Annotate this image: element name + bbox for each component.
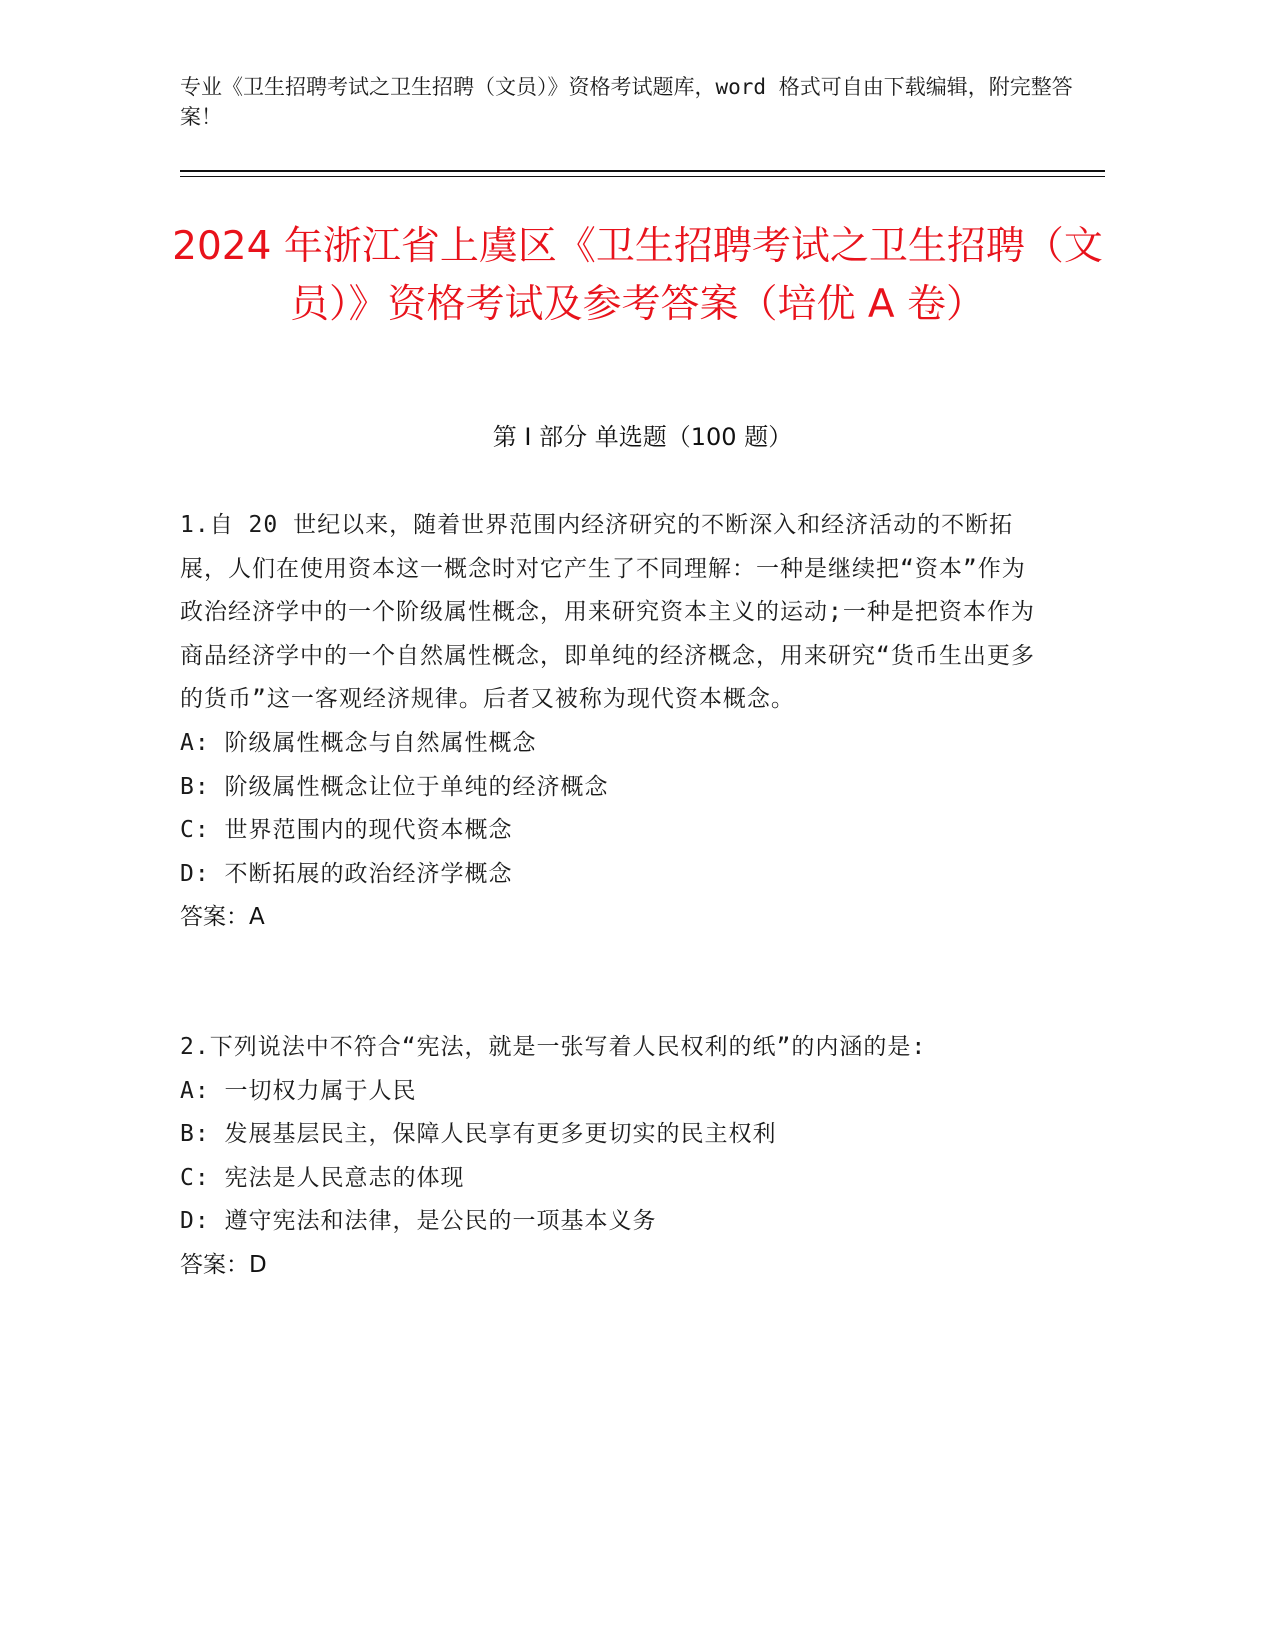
document-title: 2024 年浙江省上虞区《卫生招聘考试之卫生招聘（文员）》资格考试及参考答案（培优 A 卷） — [172, 224, 1103, 327]
header-divider — [180, 170, 1105, 172]
header-note: 专业《卫生招聘考试之卫生招聘（文员）》资格考试题库，word 格式可自由下载编辑，附完整答案！ — [180, 75, 1073, 129]
option-b: B: 阶级属性概念让位于单纯的经济概念 — [180, 773, 609, 800]
option-a: A: 一切权力属于人民 — [180, 1077, 417, 1104]
option-c: C: 宪法是人民意志的体现 — [180, 1164, 465, 1191]
question-text: 1.自 20 世纪以来，随着世界范围内经济研究的不断深入和经济活动的不断拓展，人们在使用资本这一概念时对它产生了不同理解：一种是继续把“资本”作为政治经济学中的一个阶级属性概念，用来研究资本主义的运动;一种是把资本作为商品经济学中的一个自然属性概念，即单纯的经济概念，用来研究“货币生出更多的货币”这一客观经济规律。后者又被称为现代资本概念。 — [180, 512, 1035, 713]
question-text: 2.下列说法中不符合“宪法，就是一张写着人民权利的纸”的内涵的是: — [180, 1034, 927, 1060]
question-item — [180, 1026, 1040, 1288]
question-item — [180, 504, 1040, 940]
answer-line: 答案：A — [180, 904, 265, 931]
answer-line: 答案：D — [180, 1251, 267, 1278]
option-c: C: 世界范围内的现代资本概念 — [180, 817, 513, 844]
option-b: B: 发展基层民主，保障人民享有更多更切实的民主权利 — [180, 1121, 777, 1148]
option-a: A: 阶级属性概念与自然属性概念 — [180, 729, 537, 756]
header-divider-thin — [180, 176, 1105, 177]
option-d: D: 遵守宪法和法律，是公民的一项基本义务 — [180, 1208, 657, 1235]
option-d: D: 不断拓展的政治经济学概念 — [180, 860, 513, 887]
section-title: 第 I 部分 单选题（100 题） — [492, 423, 793, 451]
